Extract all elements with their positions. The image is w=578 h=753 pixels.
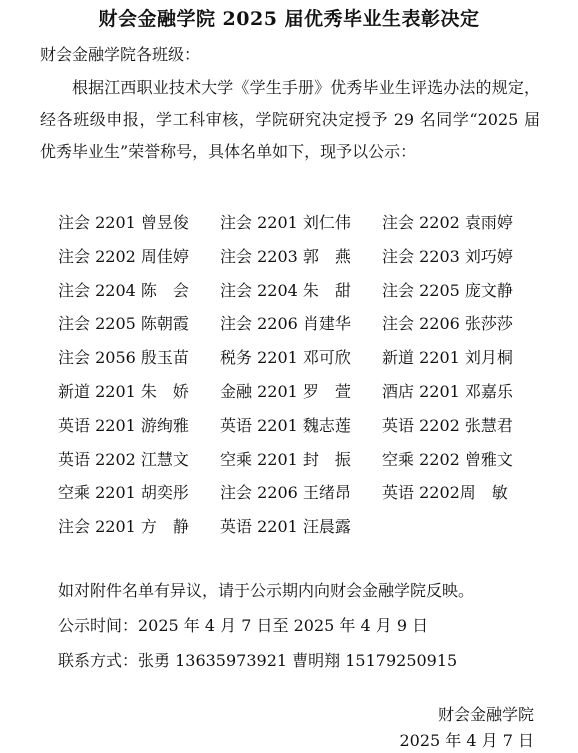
honoree-entry: 酒店 2201 邓嘉乐 [382,381,513,401]
honoree-entry: 空乘 2202 曾雅文 [382,449,513,469]
contact-info: 联系方式：张勇 13635973921 曹明翔 15179250915 [58,651,458,670]
honoree-entry: 注会 2204 朱 甜 [220,280,351,300]
honoree-entry: 注会 2202 袁雨婷 [382,213,513,232]
honoree-list [58,206,558,544]
honoree-entry: 注会 2201 刘仁伟 [220,213,351,232]
honoree-entry: 空乘 2201 胡奕彤 [58,483,189,503]
honoree-entry: 注会 2203 郭 燕 [220,246,351,266]
honoree-entry: 注会 2206 张莎莎 [382,314,513,334]
honoree-entry: 注会 2204 陈 会 [58,280,189,300]
objection-note: 如对附件名单有异议，请于公示期内向财会金融学院反映。 [58,581,475,600]
honoree-entry: 英语 2202 张慧君 [382,415,513,435]
body-paragraph: 根据江西职业技术大学《学生手册》优秀毕业生评选办法的规定，经各班级申报，学工科审核，学院研究决定授予 29 名同学“2025 届优秀毕业生”荣誉称号，具体名单如下，现予以公示： [40,78,540,161]
honoree-entry: 英语 2201 汪晨露 [220,517,351,537]
honoree-entry: 注会 2056 殷玉苗 [58,348,189,368]
honoree-entry: 英语 2202周 敏 [382,483,508,503]
honoree-entry: 英语 2201 游绚雅 [58,415,189,435]
honoree-entry: 注会 2206 肖建华 [220,314,351,334]
honoree-entry: 注会 2205 陈朝霞 [58,314,189,334]
honoree-entry: 注会 2201 曾昱俊 [58,213,189,232]
honoree-entry: 注会 2205 庞文静 [382,280,513,300]
honoree-entry: 英语 2202 江慧文 [58,449,189,469]
honoree-entry: 注会 2202 周佳婷 [58,246,189,266]
honoree-entry: 注会 2203 刘巧婷 [382,246,513,266]
salutation: 财会金融学院各班级： [40,45,201,64]
signature-organization: 财会金融学院 [437,705,534,724]
honoree-entry: 空乘 2201 封 振 [220,449,351,469]
honoree-entry: 新道 2201 朱 娇 [58,381,189,401]
honoree-entry: 注会 2201 方 静 [58,517,189,537]
document-title: 财会金融学院 2025 届优秀毕业生表彰决定 [98,8,480,30]
signature-date: 2025 年 4 月 7 日 [399,731,534,750]
honoree-entry: 税务 2201 邓可欣 [220,348,351,368]
publicity-period: 公示时间：2025 年 4 月 7 日至 2025 年 4 月 9 日 [58,616,429,635]
honoree-entry: 金融 2201 罗 萱 [220,381,351,401]
honoree-entry: 注会 2206 王绪昂 [220,483,351,503]
honoree-entry: 新道 2201 刘月桐 [382,348,513,368]
honoree-entry: 英语 2201 魏志莲 [220,415,351,435]
